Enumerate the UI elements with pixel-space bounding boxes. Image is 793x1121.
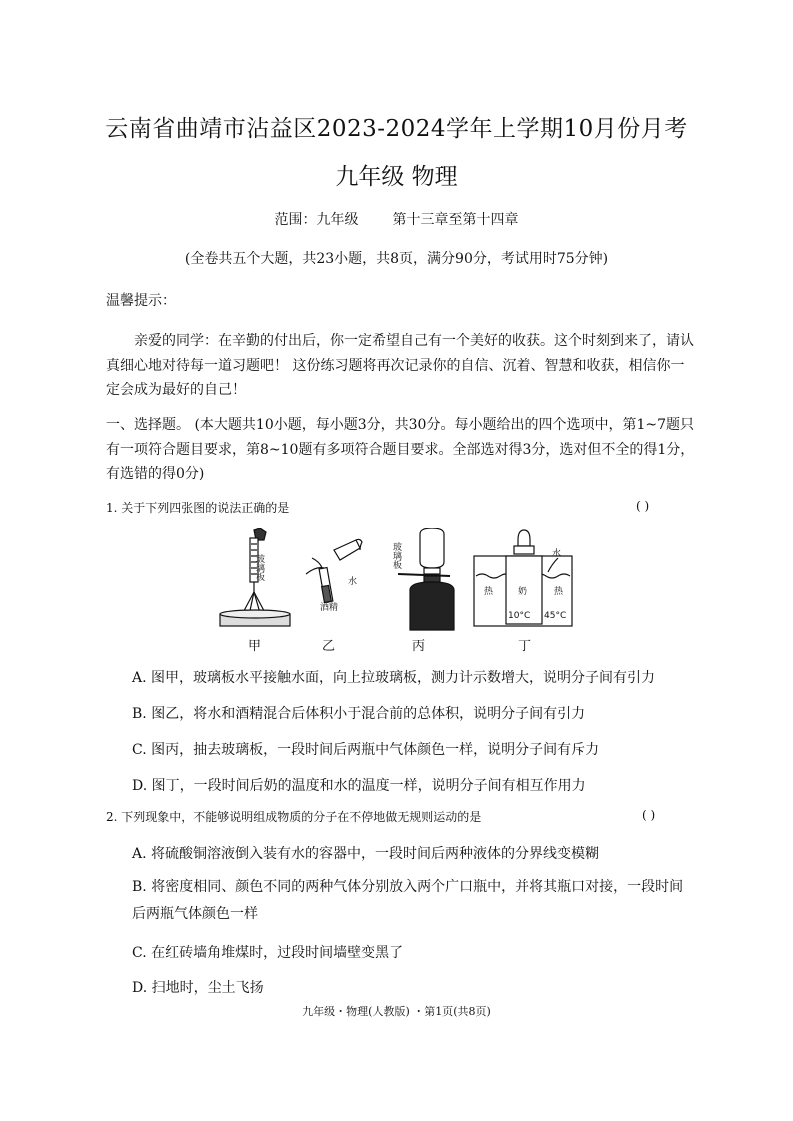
q2-option-a: A. 将硫酸铜溶液倒入装有水的容器中，一段时间后两种液体的分界线变模糊 [132,846,600,862]
figure-label-ding: 丁 [518,639,532,654]
tip-label: 温馨提示： [106,293,176,309]
ding-hot-left-label: 热 [484,587,494,597]
ding-temp-right-label: 45°C [544,611,567,621]
q2-option-d: D. 扫地时，尘土飞扬 [132,980,264,996]
q1-option-c: C. 图丙，抽去玻璃板，一段时间后两瓶中气体颜色一样，说明分子间有斥力 [132,742,600,758]
jia-glass-label: 玻璃板 [254,554,264,581]
scope-left: 范围：九年级 [274,212,359,228]
q2-option-b: B. 将密度相同、颜色不同的两种气体分别放入两个广口瓶中，并将其瓶口对接，一段时间后两瓶气体颜色一样 [132,879,684,922]
figure-label-bing: 丙 [412,639,426,654]
exam-scope [0,209,793,229]
ding-hot-right-label: 热 [554,587,564,597]
question-1-stem: 1. 关于下列四张图的说法正确的是 [106,501,290,515]
figure-label-yi: 乙 [322,639,336,654]
yi-water-label: 水 [348,577,358,587]
ding-milk-label: 奶 [518,587,528,597]
figure-label-jia: 甲 [248,639,262,654]
question-1-figure [212,528,592,654]
q1-option-a: A. 图甲，玻璃板水平接触水面，向上拉玻璃板，测力计示数增大，说明分子间有引力 [132,670,656,686]
figure-yi [306,539,362,602]
page-title: 云南省曲靖市沾益区2023-2024学年上学期10月份月考 [105,116,688,142]
question-1-answer-blank: ( ) [636,499,650,513]
scope-right: 第十三章至第十四章 [392,212,519,228]
page-footer: 九年级・物理(人教版) ・第1页(共8页) [302,1005,491,1018]
ding-temp-left-label: 10°C [508,611,531,621]
question-2-answer-blank: ( ) [642,808,656,822]
section-instructions: 一、选择题。 (本大题共10小题，每小题3分，共30分。每小题给出的四个选项中，第1~7题只有一项符合题目要求，第8~10题有多项符合题目要求。全部选对得3分，选对但不全的得1分，有选错的得0分) [106,417,695,482]
tip-paragraph: 亲爱的同学：在辛勤的付出后，你一定希望自己有一个美好的收获。这个时刻到来了，请认真细心地对待每一道习题吧！ 这份练习题将再次记录你的自信、沉着、智慧和收获，相信你一定会成为最好的自己！ [106,333,694,398]
bing-glass-label: 玻璃板 [391,542,401,569]
ding-water-label: 水 [552,549,562,559]
yi-alcohol-label: 酒精 [320,603,339,613]
q1-option-b: B. 图乙，将水和酒精混合后体积小于混合前的总体积，说明分子间有引力 [132,706,586,722]
page-subtitle: 九年级 物理 [335,164,458,190]
q1-option-d: D. 图丁，一段时间后奶的温度和水的温度一样，说明分子间有相互作用力 [132,778,586,794]
question-2-stem: 2. 下列现象中，不能够说明组成物质的分子在不停地做无规则运动的是 [106,810,482,824]
q2-option-c: C. 在红砖墙角堆煤时，过段时间墙壁变黑了 [132,945,404,961]
figure-bing [398,528,454,630]
exam-info: (全卷共五个大题，共23小题，共8页，满分90分，考试用时75分钟) [184,251,609,267]
